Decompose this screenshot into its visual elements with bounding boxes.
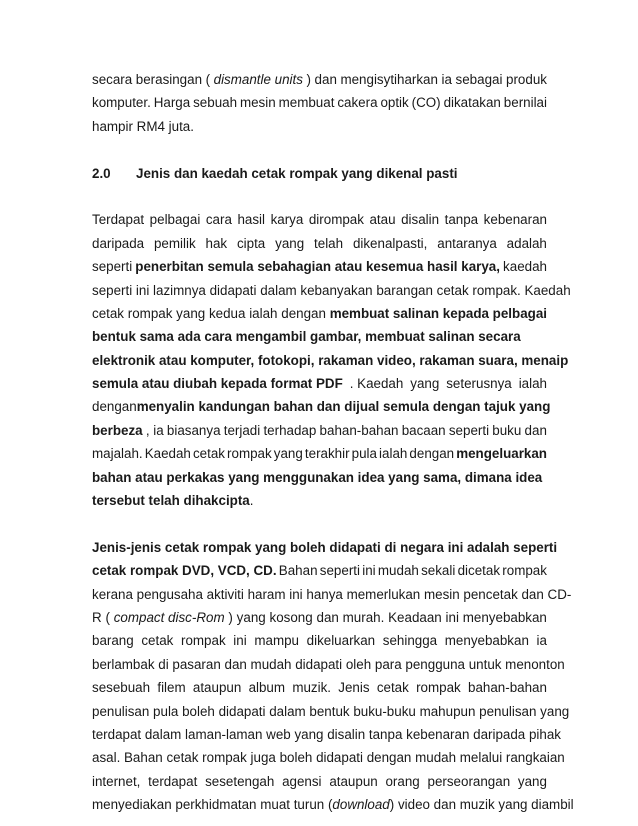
text-line xyxy=(92,279,571,302)
paragraph-gap xyxy=(92,185,547,208)
text-run: cetak xyxy=(141,633,174,649)
text-run: sesetengah xyxy=(205,773,275,789)
text-line xyxy=(92,302,547,325)
text-line xyxy=(92,466,547,489)
text-run: sekali xyxy=(421,563,456,579)
section-title: Jenis dan kaedah cetak rompak yang dikenal pasti xyxy=(136,165,458,181)
text-run: terdapat dalam laman-laman web yang disalin tanpa kebenaran daripada pihak xyxy=(92,726,561,742)
bold-text: Jenis-jenis cetak rompak yang boleh didapati di negara ini adalah seperti xyxy=(92,539,558,555)
text-run: mesin xyxy=(239,95,276,111)
text-line xyxy=(92,115,547,138)
text-run: ) video dan muzik yang diambil xyxy=(389,797,574,813)
text-run: optik xyxy=(380,95,409,111)
text-run: seperti xyxy=(319,563,360,579)
text-run: bacaan xyxy=(401,422,446,438)
text-run: buku xyxy=(492,422,522,438)
document-page xyxy=(92,68,574,817)
bold-text: bahan atau perkakas yang menggunakan idea yang sama, dimana idea xyxy=(92,469,543,485)
text-run: biasanya xyxy=(166,422,221,438)
text-line xyxy=(92,629,547,652)
text-run: murah. xyxy=(342,609,385,625)
bold-text: mengeluarkan xyxy=(456,446,547,462)
text-run: karya xyxy=(270,212,304,228)
text-run: ini xyxy=(445,609,459,625)
paragraph-gap xyxy=(92,512,547,535)
text-line xyxy=(92,395,551,418)
text-run: kaedah xyxy=(503,259,547,275)
text-line xyxy=(92,723,561,746)
text-run: yang xyxy=(273,446,303,462)
text-run: pemilik xyxy=(153,235,196,251)
text-run: cakera xyxy=(337,95,378,111)
text-line xyxy=(92,676,547,699)
text-line xyxy=(92,653,565,676)
text-run: atau xyxy=(369,212,396,228)
text-run: Keadaan xyxy=(388,609,442,625)
section-heading xyxy=(92,162,547,185)
paragraph xyxy=(92,68,547,138)
text-line xyxy=(92,68,547,91)
text-run: ia xyxy=(536,633,547,649)
paragraph-gap xyxy=(92,138,547,161)
text-run: cetak xyxy=(192,446,225,462)
text-line xyxy=(92,536,558,559)
text-run: sebuah xyxy=(193,95,238,111)
text-line xyxy=(92,559,547,582)
text-run: pelbagai xyxy=(149,212,201,228)
text-run: Kaedah xyxy=(144,446,191,462)
text-run: adalah xyxy=(506,235,547,251)
text-run: kedua xyxy=(208,305,246,321)
text-run: ini xyxy=(362,563,376,579)
text-run: sehingga xyxy=(382,633,438,649)
bold-text: cetak rompak DVD, VCD, CD. xyxy=(92,563,277,579)
text-run: cara xyxy=(205,212,232,228)
bold-text: menyalin kandungan bahan dan dijual semula dengan tajuk yang xyxy=(136,399,551,415)
text-run: telah xyxy=(314,235,344,251)
text-run: . xyxy=(249,493,254,509)
text-run: muzik. xyxy=(292,680,332,696)
text-run: bernilai xyxy=(503,95,547,111)
text-run: ialah xyxy=(379,446,408,462)
text-run: yang xyxy=(236,609,266,625)
text-run: yang xyxy=(517,773,547,789)
text-run: seterusnya xyxy=(446,376,512,392)
text-line xyxy=(92,793,574,816)
text-run: dikatakan xyxy=(443,95,501,111)
text-run: dengan xyxy=(281,305,326,321)
text-run: antaranya xyxy=(437,235,497,251)
text-run: cetak xyxy=(92,305,125,321)
text-run: sebagai xyxy=(455,72,503,87)
text-run: dengan xyxy=(409,446,455,462)
text-run: rompak xyxy=(181,633,226,649)
text-run: Bahan xyxy=(278,563,318,579)
text-run: hasil xyxy=(237,212,266,228)
text-run: Harga xyxy=(153,95,191,111)
bold-text: penerbitan semula sebahagian atau kesemua hasil karya, xyxy=(135,259,500,275)
text-line xyxy=(92,489,547,512)
italic-text: compact disc-Rom xyxy=(113,609,225,625)
text-line xyxy=(92,746,565,769)
text-line xyxy=(92,770,547,793)
text-line xyxy=(92,700,570,723)
text-run: perseorangan xyxy=(427,773,511,789)
text-line xyxy=(92,208,547,231)
text-run: ataupun xyxy=(192,680,242,696)
text-run: cipta xyxy=(236,235,266,251)
bold-text: tersebut telah dihakcipta xyxy=(92,493,250,509)
text-run: seperti xyxy=(92,259,133,275)
text-run: rompak xyxy=(127,305,173,321)
bold-text: berbeza xyxy=(92,422,143,438)
text-run: terakhir xyxy=(304,446,350,462)
text-run: ialah xyxy=(518,376,547,392)
text-line xyxy=(92,349,569,372)
text-run: komputer. xyxy=(92,95,151,111)
text-run: filem xyxy=(157,680,186,696)
text-line xyxy=(92,442,547,465)
text-run: dikenalpasti, xyxy=(352,235,428,251)
text-run: mengisytiharkan xyxy=(340,72,438,87)
text-run: Jenis xyxy=(338,680,370,696)
text-run: ( xyxy=(105,609,110,625)
text-run: mudah xyxy=(377,563,419,579)
text-run: cetak xyxy=(376,680,409,696)
text-run: barang xyxy=(92,633,134,649)
text-line xyxy=(92,325,547,348)
text-run: Terdapat xyxy=(92,212,145,228)
text-run: daripada xyxy=(92,235,145,251)
text-run: ( xyxy=(205,72,211,87)
text-run: ataupun xyxy=(329,773,378,789)
text-run: ) xyxy=(306,72,311,87)
text-run: tanpa xyxy=(444,212,479,228)
text-run: majalah. xyxy=(92,446,143,462)
text-run: seperti xyxy=(448,422,490,438)
paragraph xyxy=(92,536,574,817)
text-run: disalin xyxy=(401,212,440,228)
text-line xyxy=(92,583,572,606)
text-run: ialah xyxy=(249,305,278,321)
text-run: hampir RM4 juta. xyxy=(92,118,194,134)
text-run: ia xyxy=(441,72,452,87)
text-run: berasingan xyxy=(135,72,203,87)
text-run: , ia xyxy=(145,422,164,438)
paragraph xyxy=(92,208,571,512)
text-run: membuat xyxy=(278,95,335,111)
text-line xyxy=(92,91,547,114)
text-run: bahan-bahan xyxy=(468,680,547,696)
italic-text: download xyxy=(332,797,390,813)
text-run: terdapat xyxy=(148,773,198,789)
text-run: kerana pengusaha aktiviti haram ini hanya memerlukan mesin pencetak dan CD- xyxy=(92,586,572,602)
bold-text: semula atau diubah kepada format PDF xyxy=(92,376,343,392)
text-run: kebenaran xyxy=(483,212,547,228)
text-line xyxy=(92,606,547,629)
text-run: menyebabkan xyxy=(444,633,529,649)
text-line xyxy=(92,372,547,395)
text-run: hak xyxy=(205,235,228,251)
text-run: terjadi xyxy=(223,422,261,438)
text-run: album xyxy=(248,680,286,696)
text-run: bahan-bahan xyxy=(319,422,399,438)
text-run: ini xyxy=(233,633,247,649)
text-run: sesebuah xyxy=(92,680,151,696)
text-run: dan xyxy=(524,422,547,438)
text-run: menyediakan perkhidmatan muat turun ( xyxy=(92,797,333,813)
text-run: terhadap xyxy=(263,422,317,438)
text-run: yang xyxy=(176,305,206,321)
text-run: menyebabkan xyxy=(462,609,547,625)
text-run: rompak xyxy=(227,446,272,462)
text-run: kosong xyxy=(269,609,313,625)
text-run: asal. Bahan cetak rompak juga boleh didapati dengan mudah melalui rangkaian xyxy=(92,750,565,766)
text-run: rompak xyxy=(416,680,461,696)
text-run: dan xyxy=(314,72,337,87)
text-run: . Kaedah xyxy=(349,376,404,392)
text-run: yang xyxy=(410,376,440,392)
text-run: pula xyxy=(351,446,377,462)
text-run: yang xyxy=(275,235,305,251)
text-run: produk xyxy=(506,72,547,87)
text-run: dengan xyxy=(92,399,137,415)
text-run: penulisan pula boleh didapati dalam bentuk buku-buku mahupun penulisan yang xyxy=(92,703,570,719)
bold-text: membuat salinan kepada pelbagai xyxy=(329,305,547,321)
text-run: agensi xyxy=(282,773,322,789)
text-run: dicetak xyxy=(457,563,501,579)
text-run: dikeluarkan xyxy=(306,633,376,649)
text-run: seperti ini lazimnya didapati dalam kebanyakan barangan cetak rompak. Kaedah xyxy=(92,282,571,298)
text-line xyxy=(92,232,547,255)
text-run: internet, xyxy=(92,773,141,789)
text-run: (CO) xyxy=(411,95,441,111)
text-run: berlambak di pasaran dan mudah didapati oleh para pengguna untuk menonton xyxy=(92,656,565,672)
text-run: R xyxy=(92,609,102,625)
text-run: secara xyxy=(92,72,133,87)
text-run: mampu xyxy=(254,633,299,649)
text-line xyxy=(92,419,547,442)
text-run: dan xyxy=(316,609,339,625)
text-run: orang xyxy=(385,773,420,789)
italic-text: dismantle units xyxy=(213,72,303,87)
section-number: 2.0 xyxy=(92,165,111,181)
text-run: rompak xyxy=(502,563,547,579)
bold-text: elektronik atau komputer, fotokopi, rakaman video, rakaman suara, menaip xyxy=(92,352,569,368)
text-run: ) xyxy=(228,609,233,625)
text-line xyxy=(92,255,547,278)
text-run: dirompak xyxy=(308,212,364,228)
bold-text: bentuk sama ada cara mengambil gambar, membuat salinan secara xyxy=(92,329,521,345)
